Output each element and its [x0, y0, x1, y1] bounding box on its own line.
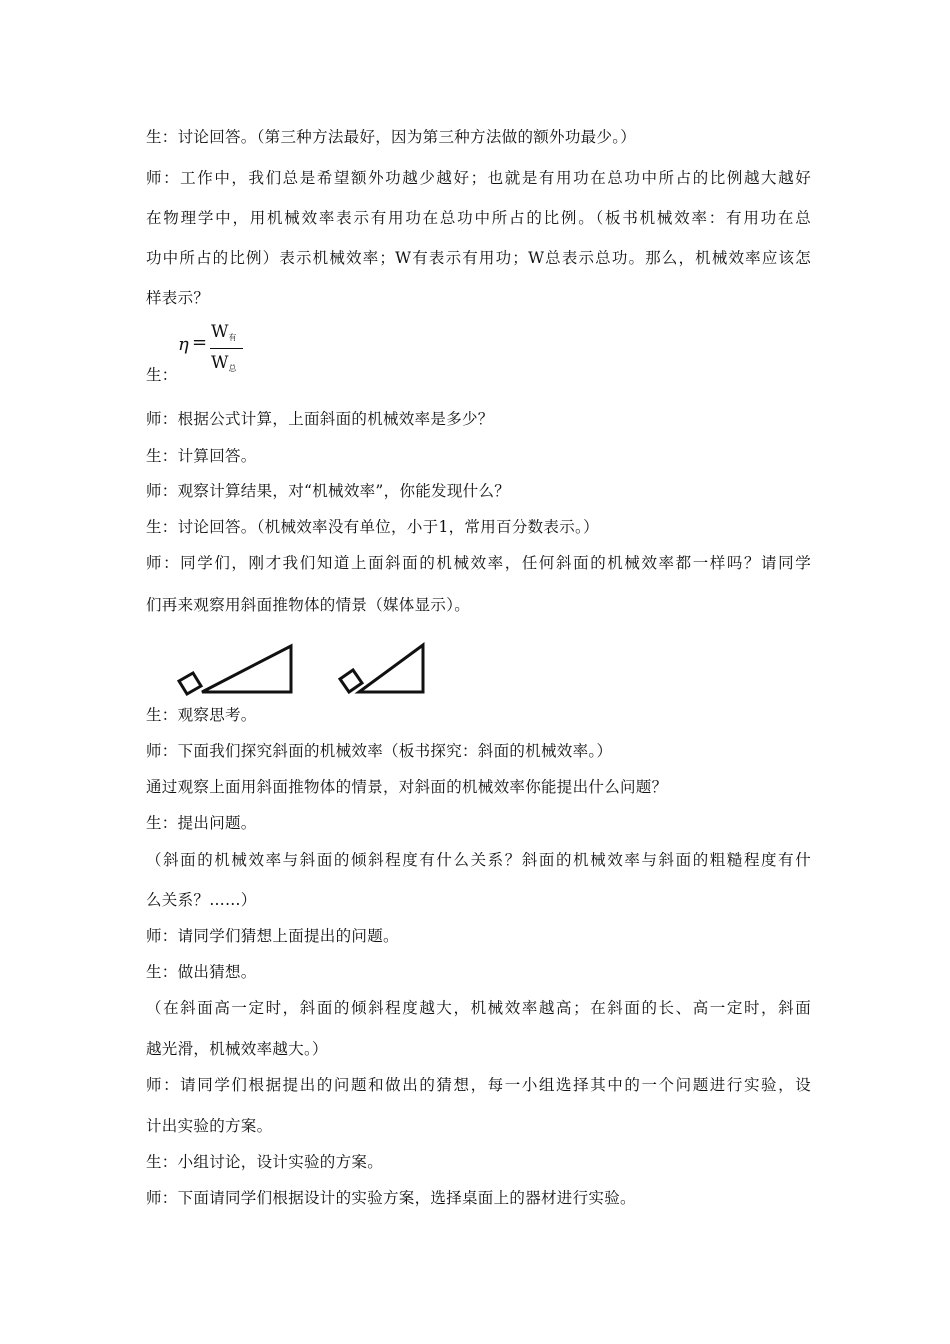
paragraph-line: 越光滑，机械效率越大。）: [146, 1040, 328, 1058]
fraction-bar: [210, 348, 243, 349]
formula-denominator: $W_总$: [211, 353, 237, 373]
paragraph-line: 计出实验的方案。: [146, 1117, 273, 1135]
formula-equals: =: [192, 332, 208, 353]
paragraph-line: 生：计算回答。: [146, 447, 257, 465]
paragraph-line: 师：观察计算结果，对“机械效率”，你能发现什么？: [146, 482, 511, 500]
paragraph-line: 生：做出猜想。: [146, 963, 257, 981]
paragraph-line: 师：工作中，我们总是希望额外功越少越好；也就是有用功在总功中所占的比例越大越好: [146, 169, 811, 187]
paragraph-line: 师：下面请同学们根据设计的实验方案，选择桌面上的器材进行实验。: [146, 1189, 636, 1207]
paragraph-line: 么关系？……）: [146, 891, 257, 909]
paragraph-line: 功中所占的比例）表示机械效率；W有表示有用功；W总表示总功。那么，机械效率应该怎: [146, 249, 811, 267]
paragraph-line: 师：下面我们探究斜面的机械效率（板书探究：斜面的机械效率。）: [146, 742, 613, 760]
incline-with-block-icon: [179, 646, 291, 694]
paragraph-line: 们再来观察用斜面推物体的情景（媒体显示）。: [146, 596, 471, 614]
paragraph-line: 师：根据公式计算，上面斜面的机械效率是多少？: [146, 410, 494, 428]
paragraph-line: 样表示？: [146, 289, 210, 307]
paragraph-line: 师：同学们，刚才我们知道上面斜面的机械效率，任何斜面的机械效率都一样吗？请同学: [146, 554, 811, 572]
paragraph-line: 师：请同学们猜想上面提出的问题。: [146, 927, 399, 945]
formula-numerator: $W_有$: [211, 322, 237, 342]
paragraph-line: 在物理学中，用机械效率表示有用功在总功中所占的比例。（板书机械效率：有用功在总: [146, 209, 811, 227]
paragraph-line: 师：请同学们根据提出的问题和做出的猜想，每一小组选择其中的一个问题进行实验，设: [146, 1076, 811, 1094]
paragraph-line: 生：小组讨论，设计实验的方案。: [146, 1153, 384, 1171]
efficiency-formula: [178, 322, 258, 378]
incline-with-block-icon: [340, 645, 423, 692]
formula-eta: η: [178, 334, 189, 355]
paragraph-line: （在斜面高一定时，斜面的倾斜程度越大，机械效率越高；在斜面的长、高一定时，斜面: [146, 999, 811, 1017]
paragraph-line: 生：讨论回答。（机械效率没有单位，小于1，常用百分数表示。）: [146, 518, 599, 536]
paragraph-line: 通过观察上面用斜面推物体的情景，对斜面的机械效率你能提出什么问题？: [146, 778, 668, 796]
paragraph-line: 生：讨论回答。（第三种方法最好，因为第三种方法做的额外功最少。）: [146, 128, 637, 146]
paragraph-line: （斜面的机械效率与斜面的倾斜程度有什么关系？斜面的机械效率与斜面的粗糙程度有什: [146, 851, 811, 869]
incline-figure: [170, 638, 440, 700]
paragraph-line: 生：: [146, 366, 178, 384]
paragraph-line: 生：提出问题。: [146, 814, 257, 832]
paragraph-line: 生：观察思考。: [146, 706, 257, 724]
